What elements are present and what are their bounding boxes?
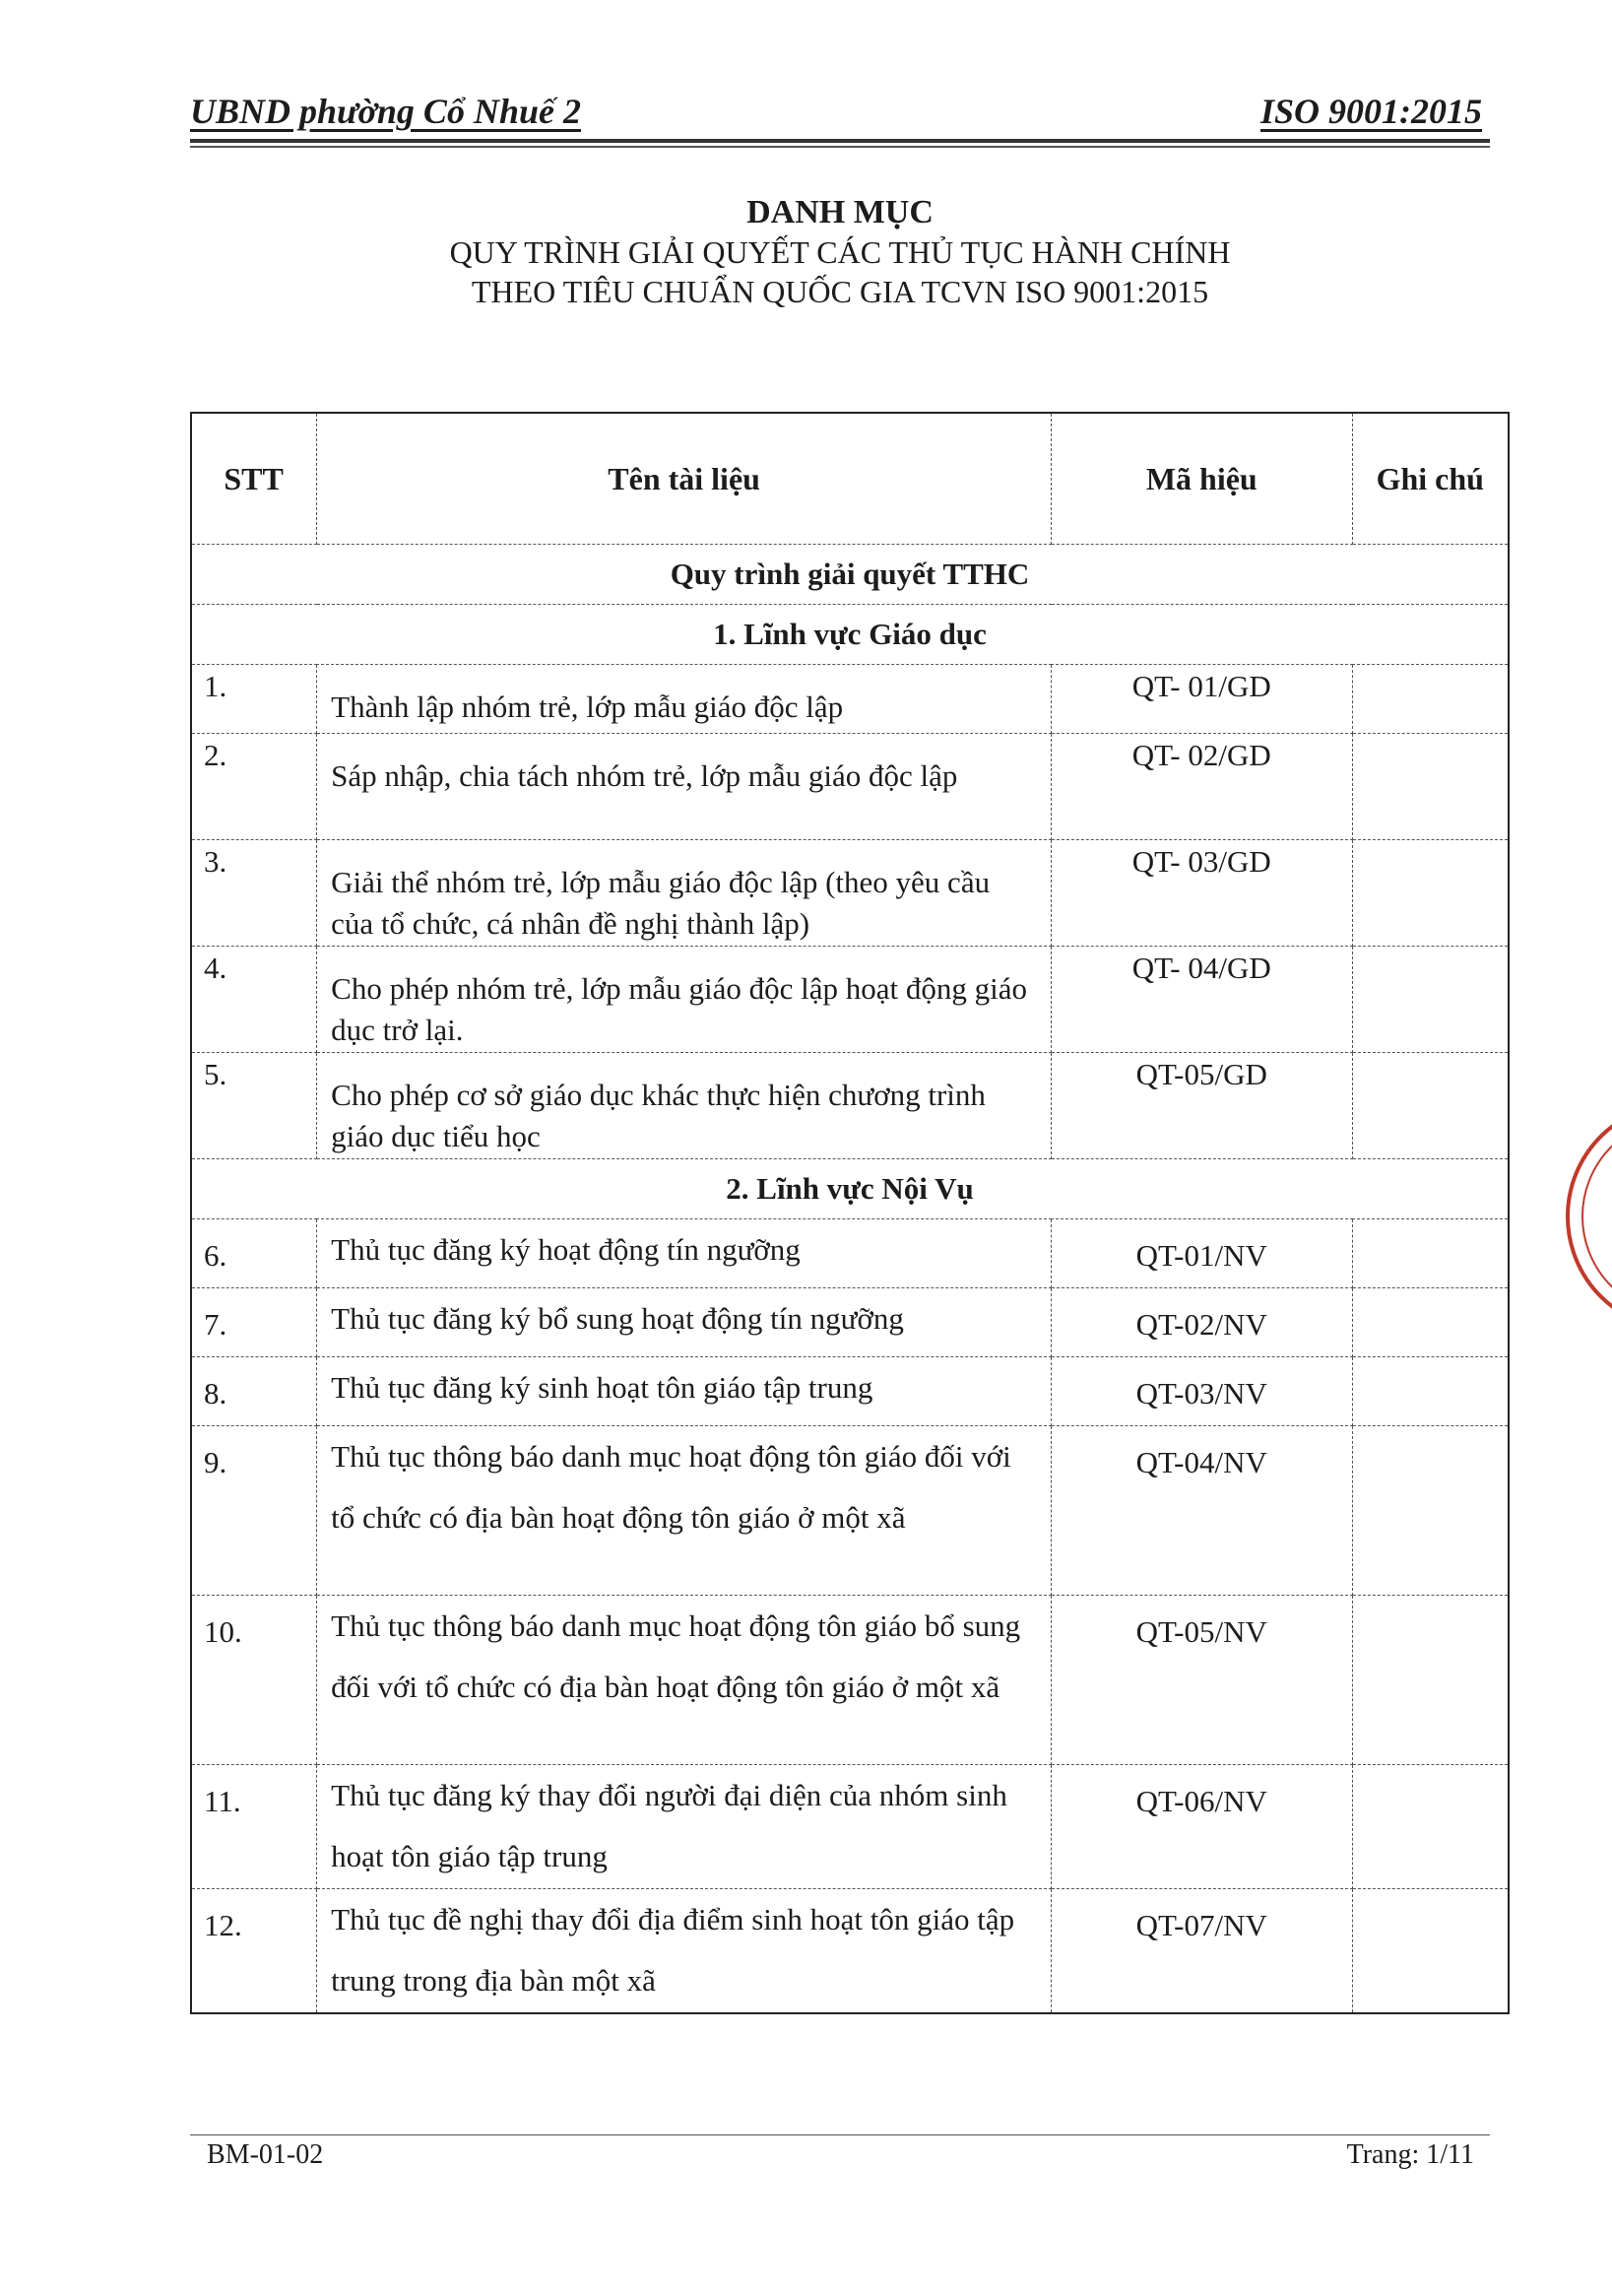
main-section-row [191, 545, 1509, 605]
row-code: QT-01/NV [1052, 1219, 1352, 1288]
section-row [191, 605, 1509, 665]
table-row [191, 1053, 1509, 1159]
table-row [191, 665, 1509, 734]
table-row [191, 1765, 1509, 1889]
row-code: QT- 01/GD [1052, 665, 1352, 734]
row-stt: 5. [191, 1053, 317, 1159]
table-row [191, 1357, 1509, 1426]
row-code: QT- 03/GD [1052, 840, 1352, 947]
row-name: Cho phép nhóm trẻ, lớp mẫu giáo độc lập hoạt động giáo dục trở lại. [317, 947, 1052, 1053]
table-row [191, 947, 1509, 1053]
row-note [1352, 1765, 1509, 1889]
table-row [191, 1889, 1509, 2014]
row-code: QT-05/NV [1052, 1596, 1352, 1765]
row-code: QT-02/NV [1052, 1288, 1352, 1357]
row-name: Thủ tục đăng ký hoạt động tín ngưỡng [317, 1219, 1052, 1288]
section-row [191, 1159, 1509, 1219]
row-code: QT-03/NV [1052, 1357, 1352, 1426]
header-organization: UBND phường Cổ Nhuế 2 [190, 92, 581, 131]
document-subtitle-line1: QUY TRÌNH GIẢI QUYẾT CÁC THỦ TỤC HÀNH CHÍNH [449, 234, 1231, 270]
row-stt: 8. [191, 1357, 317, 1426]
header-rule-thin [190, 146, 1490, 148]
row-note [1352, 840, 1509, 947]
row-code: QT- 02/GD [1052, 734, 1352, 840]
row-note [1352, 1889, 1509, 2014]
row-note [1352, 1426, 1509, 1596]
row-stt: 12. [191, 1889, 317, 2014]
section-title: 2. Lĩnh vực Nội Vụ [191, 1159, 1509, 1219]
row-stt: 1. [191, 665, 317, 734]
row-name: Sáp nhập, chia tách nhóm trẻ, lớp mẫu giáo độc lập [317, 734, 1052, 840]
row-stt: 4. [191, 947, 317, 1053]
table-row [191, 1219, 1509, 1288]
row-stt: 11. [191, 1765, 317, 1889]
row-stt: 10. [191, 1596, 317, 1765]
row-name: Thủ tục thông báo danh mục hoạt động tôn giáo bổ sung đối với tổ chức có địa bàn hoạt động tôn giáo ở một xã [317, 1596, 1052, 1765]
row-note [1352, 1596, 1509, 1765]
table-body [191, 545, 1509, 2014]
table-row [191, 840, 1509, 947]
table-row [191, 1426, 1509, 1596]
row-note [1352, 1288, 1509, 1357]
table-row [191, 1596, 1509, 1765]
row-stt: 9. [191, 1426, 317, 1596]
row-note [1352, 947, 1509, 1053]
table-row [191, 734, 1509, 840]
header-standard: ISO 9001:2015 [1259, 92, 1482, 131]
footer-rule [190, 2134, 1490, 2135]
page-number: Trang: 1/11 [1346, 2139, 1474, 2170]
row-name: Cho phép cơ sở giáo dục khác thực hiện chương trình giáo dục tiểu học [317, 1053, 1052, 1159]
official-seal-icon [1563, 1088, 1612, 1345]
main-section-title: Quy trình giải quyết TTHC [191, 545, 1509, 605]
row-stt: 2. [191, 734, 317, 840]
procedure-table [190, 412, 1510, 2014]
row-stt: 6. [191, 1219, 317, 1288]
row-name: Giải thể nhóm trẻ, lớp mẫu giáo độc lập (theo yêu cầu của tổ chức, cá nhân đề nghị thành lập) [317, 840, 1052, 947]
table-header-row [191, 413, 1509, 545]
row-name: Thành lập nhóm trẻ, lớp mẫu giáo độc lập [317, 665, 1052, 734]
header-stt: STT [191, 413, 317, 545]
row-note [1352, 1357, 1509, 1426]
row-code: QT-04/NV [1052, 1426, 1352, 1596]
row-note [1352, 734, 1509, 840]
row-stt: 7. [191, 1288, 317, 1357]
document-subtitle-line2: THEO TIÊU CHUẨN QUỐC GIA TCVN ISO 9001:2015 [471, 274, 1209, 309]
form-code: BM-01-02 [207, 2139, 324, 2170]
header-name: Tên tài liệu [317, 413, 1052, 545]
row-name: Thủ tục thông báo danh mục hoạt động tôn giáo đối với tổ chức có địa bàn hoạt động tôn giáo ở một xã [317, 1426, 1052, 1596]
document-title: DANH MỤC [746, 194, 934, 230]
header-rule [190, 139, 1490, 143]
header-note: Ghi chú [1352, 413, 1509, 545]
header-code: Mã hiệu [1052, 413, 1352, 545]
row-note [1352, 665, 1509, 734]
row-code: QT-06/NV [1052, 1765, 1352, 1889]
section-title: 1. Lĩnh vực Giáo dục [191, 605, 1509, 665]
row-name: Thủ tục đề nghị thay đổi địa điểm sinh hoạt tôn giáo tập trung trong địa bàn một xã [317, 1889, 1052, 2014]
row-name: Thủ tục đăng ký sinh hoạt tôn giáo tập trung [317, 1357, 1052, 1426]
row-code: QT-07/NV [1052, 1889, 1352, 2014]
row-code: QT- 04/GD [1052, 947, 1352, 1053]
table-row [191, 1288, 1509, 1357]
row-name: Thủ tục đăng ký bổ sung hoạt động tín ngưỡng [317, 1288, 1052, 1357]
row-note [1352, 1053, 1509, 1159]
row-stt: 3. [191, 840, 317, 947]
row-code: QT-05/GD [1052, 1053, 1352, 1159]
row-name: Thủ tục đăng ký thay đổi người đại diện của nhóm sinh hoạt tôn giáo tập trung [317, 1765, 1052, 1889]
row-note [1352, 1219, 1509, 1288]
